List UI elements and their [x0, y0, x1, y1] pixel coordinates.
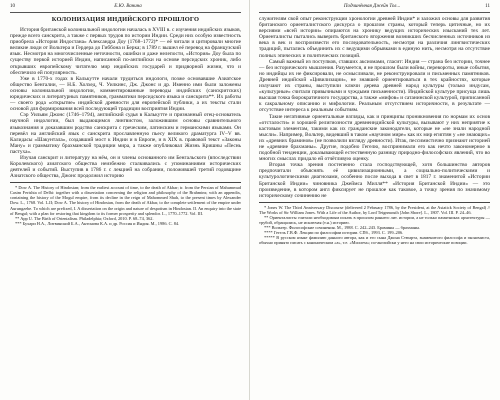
right-page [250, 0, 500, 400]
footnote: **** Гегель Г.В.Ф. Лекции по философии истории. СПб., 1993. С. 199–206. [264, 230, 404, 236]
right-footnotes [259, 202, 490, 245]
left-footnotes [10, 182, 241, 225]
paragraph: Самый важный из поступков, ставших аксиомами, гласит: Индия — страна без истории, точнее — без исторического мышления. Разумеется, я не прошлом были войны, перевороты, иные события, но индийцы их не фиксировали, не осмысливали, не реконструировали и письменных памятников. Древней индийской «Цивилизации», не знавшей ориентироваться в тех крайностях, которые излучают их страны, выступили ключи дерева древней народ культуры (только индусам, «культурные» считали привычными и чуждыми письменности). Индийской культуре присуща лишь высшая точка бюрократичного государства, а также «мифов» и сатанинской культурой, приписанной к сакральному описанию и мифологии. Реальным отсутствием историчности, в результате — отсутствие интереса к реальным событиям. [259, 58, 490, 114]
running-head-left [10, 4, 241, 13]
left-body-text [10, 27, 241, 179]
footnote: ** App U. The Birth of Orientalism. Philadelphia; Oxford, 2010. P. 68–74, 362. [15, 215, 154, 221]
running-head-title: Подчинённая Джейн Тол... [343, 4, 401, 9]
right-body-text [259, 16, 490, 199]
paragraph: История британской колониальной индологии началась в XVIII в. с изучения индийских языков, прежде всего санскрита, а также с первых трудов по истории Индии. Среди них особую известность приобрела «История Индостана» Александра Доу (1768–1772)* — её читали и цитировали многие великие люди от Вольтера и Гердера до Гиббона и Берка; в 1789 г. вышел её перевод на французский язык. Несмотря на многочисленные неточности, ошибки и даже нелепости, «История» Доу была по существу первой историей Индии, написанной по-английски на основе персидских хроник, либо открывших европейскому читателю мир индийских государей и придворной жизни, что и обеспечило ей популярность. [10, 27, 241, 76]
footnote: *** Вольтер. Философские сочинения. М., 1988. С. 242–243. Брамины — брахманы. [264, 225, 421, 230]
paragraph: Уже в 1770-х годах в Калькутте начали трудиться индологи, позже основавшие Азиатское общество Бенгалии, — Н.Б. Холхед, Ч. Уилкинс, Дж. Джонс и др. Именно ими были заложены основы колониальной индологии, комментированные переводы индийских (санскритских) юридических и литературных памятников, грамматики персидского языка и санскрита**. Их работы — своего рода «открытие» индийской древности для европейской публики, а их тексты стали основой для формирования всей последующей традиции восприятия Индии. [10, 75, 241, 113]
footnote: ***** В русском языке фамилию данного автора, как и его сына Джона Стюарта, знаменитого философа и экономиста, обычно принято писать с каноническим «а», т.е. «Миллем»; по-английски у него на свои исторические позиции. [259, 235, 490, 246]
paragraph: служителям свой опыт реконструкции хронологии древней Индии* и заложил основы для развития британского ориенталистского дискурса о прошлом страны, который теперь цитичные, но их версиями «всей истории» опираются на хронику ведущих исторических изысканий тех лет. Ориенталисты пытались выверить британского вторжения возникших бесчисленных источников из века в век и воспроизвести его последовательность, несмотря на различия лингвистических традиций, пытались объединить их с ведущими обрывками в единую нить, несмотря на отсутствие полных эпических и политических позиций. [259, 16, 490, 59]
footnote: * Jones W. The Third Anniversary Discourse (delivered 2 February 1786, by the President, at the Asiatick Society of Bengal) // The Works of Sir William Jones. With a Life of the Author, by Lord Teignmouth [John Shore]. L., 1807. Vol. III. P. 24–46. [259, 204, 490, 215]
paragraph: Сэр Уильям Джонс (1746–1794), английский судья в Калькутте и признанный отец-основатель научной индологии, был выдающимся лингвистом, заложившим основы сравнительного языкознания и доказавшим родство санскрита с греческим, латинским и германскими языками. Он перевёл на английский язык с санскрита прославленную пьесу великого драматурга IV–V вв. Калидасы «Шакунтала», создавший мост к Индии и в Европе, и в XIX в. правовой текст «Законы Ману» и грамматику брахманской традиции мира, а также опубликовал Жизнь Кришны «Песнь пастуха». [10, 112, 241, 155]
paragraph: Такие негативные ориентальные взгляды, как и принципы проникновения по нормам их основ «отсталости» и хорошей религиозности древнеиндийской культуры, вызывают у них неприятие к кастовым элементам, такими как их гражданские законодатели, которые не «не знали народной мысли». Например, Вольтер, видевший в таком «научном мире» как их мир египтян у «не знающих» их «древних браминов» (не позволили взгляду древности). Итак, пессимистично признают историей не «древние брахманы». Другие, подобно Гегелю, воспринимали его как нечто закономерное в подобной тенденции, доказывающей естественную разницу природно-философских явлений, что во многих смыслах придало ей отчётливую оценку. [259, 113, 490, 163]
page-number-right: 11 [485, 4, 490, 9]
page-number-left: 10 [10, 4, 15, 9]
chapter-title: КОЛОНИЗАЦИЯ ИНДИЙСКОГО ПРОШЛОГО [51, 16, 200, 23]
paragraph: Вторая точка зрения постепенно стала господствующей, хотя большинство авторов предпочитали объяснять её цивилизационными, а социально-политическими и культурологическими диагнозами, особенно после выхода в свет в 1817 г. знаменитой «Истории Британской Индии» чиновника Джеймса Милля** «История Британской Индии» — это произведение, в котором англ фиксирует не прошлое как таковое, а точку зрения по значимому историческому сочинению не [259, 162, 490, 199]
running-head-author: Е.Ю. Ванина [114, 4, 142, 9]
footnote: ** Ориенталисты считали необходимым искать в прошлом раннего лит. истории, а не только памятниках архитектуры — трубой, обращались, не исключая (т.н.) историю. [259, 214, 490, 225]
footnote: *** Бухари Н.А., Литвинский Б.А., Антонова К.А. и др. Россия и Индия. М., 1986. С. 84. [15, 220, 180, 226]
paragraph: Изучая санскрит и литературу на нём, он и члены основанного им Бенгальского (впоследствии Королевского) азиатского общества неизбежно сталкивались с упоминаниями исторических деятелей и событий. Выступив в 1786 г. с лекцией на собрании, положившей третий годовщине Азиатского общества, Джонс продолжил историю [10, 154, 241, 180]
footnote: * Dow A. The History of Hindostan; from the earliest account of time, to the death of Akbar; tr. from the Persian of Mahummud Casim Ferishta of Delhi: together with a dissertation concerning the religion and philosophy of the Brahmins; with an appendix, containing the history of the Mogul empire, from its decline in the reign of Mahommed Shah, to the present times by Alexander Dow. L., 1768. Vol. I–II; Dow A. The history of Hindostan, from the death of Akbar, to the complete settlement of the empire under Aurungzebe. To which are prefixed, I. A dissertation on the origin and nature of despotism in Hindostan. II. An enquiry into the state of Bengal; with a plan for restoring that kingdom to its former prosperity and splendor. L., 1770–1772. Vol. III. [10, 185, 241, 216]
running-head-right [259, 4, 490, 13]
